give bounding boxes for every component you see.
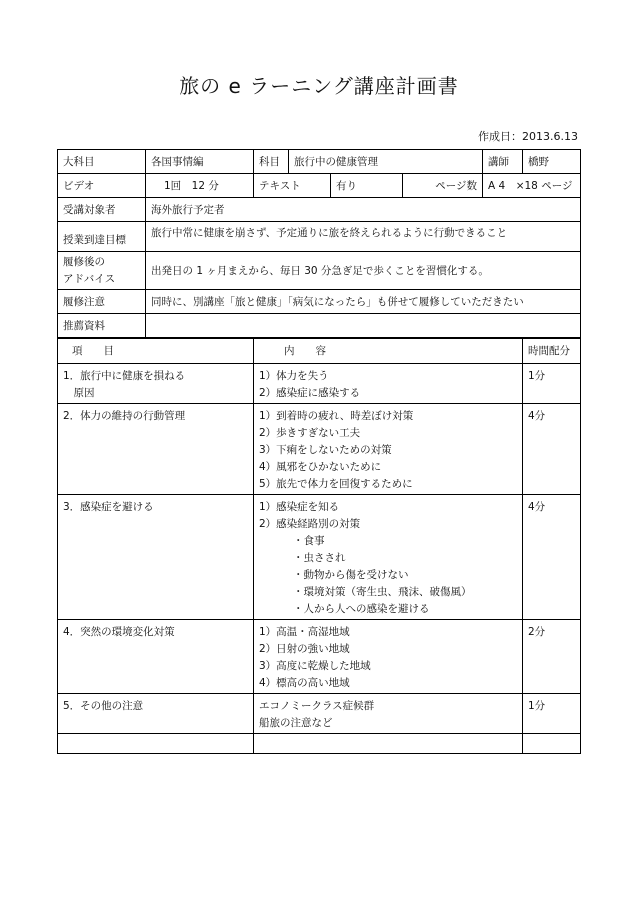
row4-item-line-1: 4．突然の環境変化対策 xyxy=(63,626,175,638)
plan-table xyxy=(57,149,581,754)
row4-content-line-2: 2）日射の強い地域 xyxy=(259,643,350,655)
row4-content-line-1: 1）高温・高湿地域 xyxy=(259,626,350,638)
row2-item-line-1: 2．体力の維持の行動管理 xyxy=(63,410,186,422)
column-content: 内 容 xyxy=(254,338,523,364)
row5-content xyxy=(254,694,523,734)
row5-time: 1分 xyxy=(523,694,581,734)
row2-content-line-5: 5）旅先で体力を回復するために xyxy=(259,478,413,490)
table-row xyxy=(58,404,581,495)
row2-item xyxy=(58,404,254,495)
row3-sub-line-5: ・人から人への感染を避ける xyxy=(293,603,430,615)
row3-sub-line-2: ・虫さされ xyxy=(293,552,346,564)
created-date: 作成日：2013.6.13 xyxy=(478,130,578,143)
target-label: 受講対象者 xyxy=(58,198,146,222)
row5-content-line-2: 船旅の注意など xyxy=(259,717,333,729)
koushi-value: 橋野 xyxy=(523,150,581,174)
row-subject xyxy=(58,150,581,174)
row4-content-line-4: 4）標高の高い地域 xyxy=(259,677,350,689)
table-row xyxy=(58,620,581,694)
kamoku-value: 旅行中の健康管理 xyxy=(289,150,483,174)
target-value: 海外旅行予定者 xyxy=(146,198,581,222)
row1-item-line-2: 原因 xyxy=(63,387,95,399)
row2-time: 4分 xyxy=(523,404,581,495)
row4-time: 2分 xyxy=(523,620,581,694)
empty-content xyxy=(254,734,523,754)
row2-content-line-2: 2）歩きすぎない工夫 xyxy=(259,427,361,439)
goal-value: 旅行中常に健康を崩さず、予定通りに旅を終えられるように行動できること xyxy=(146,222,581,252)
row3-sub-line-1: ・食事 xyxy=(293,535,325,547)
daikamoku-label: 大科目 xyxy=(58,150,146,174)
notes-label: 履修注意 xyxy=(58,290,146,314)
row3-item xyxy=(58,495,254,620)
row2-content-line-3: 3）下痢をしないための対策 xyxy=(259,444,392,456)
row3-time: 4分 xyxy=(523,495,581,620)
row-reference xyxy=(58,314,581,338)
advice-label-line-1: 履修後の xyxy=(63,255,105,268)
table-row xyxy=(58,364,581,404)
column-header-row xyxy=(58,338,581,364)
row2-content-line-1: 1）到着時の疲れ、時差ぼけ対策 xyxy=(259,410,414,422)
row-target xyxy=(58,198,581,222)
text-label: テキスト xyxy=(254,174,331,198)
row3-content-line-2: 2）感染経路別の対策 xyxy=(259,518,361,530)
column-item: 項 目 xyxy=(58,338,254,364)
row-goal xyxy=(58,222,581,252)
notes-value: 同時に、別講座「旅と健康」「病気になったら」も併せて履修していただきたい xyxy=(146,290,581,314)
row3-content-line-1: 1）感染症を知る xyxy=(259,501,340,513)
table-row xyxy=(58,694,581,734)
row-notes xyxy=(58,290,581,314)
ref-label: 推薦資料 xyxy=(58,314,146,338)
row1-content xyxy=(254,364,523,404)
row3-sub-line-3: ・動物から傷を受けない xyxy=(293,569,409,581)
column-time: 時間配分 xyxy=(523,338,581,364)
row5-item xyxy=(58,694,254,734)
row3-sub-line-4: ・環境対策（寄生虫、飛沫、破傷風） xyxy=(293,586,472,598)
video-value: 1回 12 分 xyxy=(146,174,254,198)
goal-label: 授業到達目標 xyxy=(58,222,146,252)
row1-item-line-1: 1．旅行中に健康を損ねる xyxy=(63,370,186,382)
row1-item xyxy=(58,364,254,404)
row-media xyxy=(58,174,581,198)
daikamoku-value: 各国事情編 xyxy=(146,150,254,174)
row1-time: 1分 xyxy=(523,364,581,404)
row3-content xyxy=(254,495,523,620)
advice-value: 出発日の 1 ヶ月まえから、毎日 30 分急ぎ足で歩くことを習慣化する。 xyxy=(146,252,581,290)
ref-value xyxy=(146,314,581,338)
row-advice xyxy=(58,252,581,290)
advice-label-line-2: アドバイス xyxy=(63,272,116,285)
row2-content xyxy=(254,404,523,495)
text-value: 有り xyxy=(331,174,403,198)
table-row-empty xyxy=(58,734,581,754)
empty-time xyxy=(523,734,581,754)
row4-content-line-3: 3）高度に乾燥した地域 xyxy=(259,660,371,672)
table-row xyxy=(58,495,581,620)
row3-item-line-1: 3．感染症を避ける xyxy=(63,501,154,513)
koushi-label: 講師 xyxy=(483,150,523,174)
kamoku-label: 科目 xyxy=(254,150,289,174)
empty-item xyxy=(58,734,254,754)
row1-content-line-1: 1）体力を失う xyxy=(259,370,329,382)
row2-content-line-4: 4）風邪をひかないために xyxy=(259,461,382,473)
document-title: 旅の e ラーニング講座計画書 xyxy=(179,74,459,98)
row4-content xyxy=(254,620,523,694)
advice-label xyxy=(58,252,146,290)
pages-value: A 4 ×18 ページ xyxy=(483,174,581,198)
row1-content-line-2: 2）感染症に感染する xyxy=(259,387,361,399)
row5-item-line-1: 5．その他の注意 xyxy=(63,700,144,712)
row5-content-line-1: エコノミークラス症候群 xyxy=(259,700,375,712)
video-label: ビデオ xyxy=(58,174,146,198)
pages-label: ページ数 xyxy=(403,174,483,198)
row4-item xyxy=(58,620,254,694)
